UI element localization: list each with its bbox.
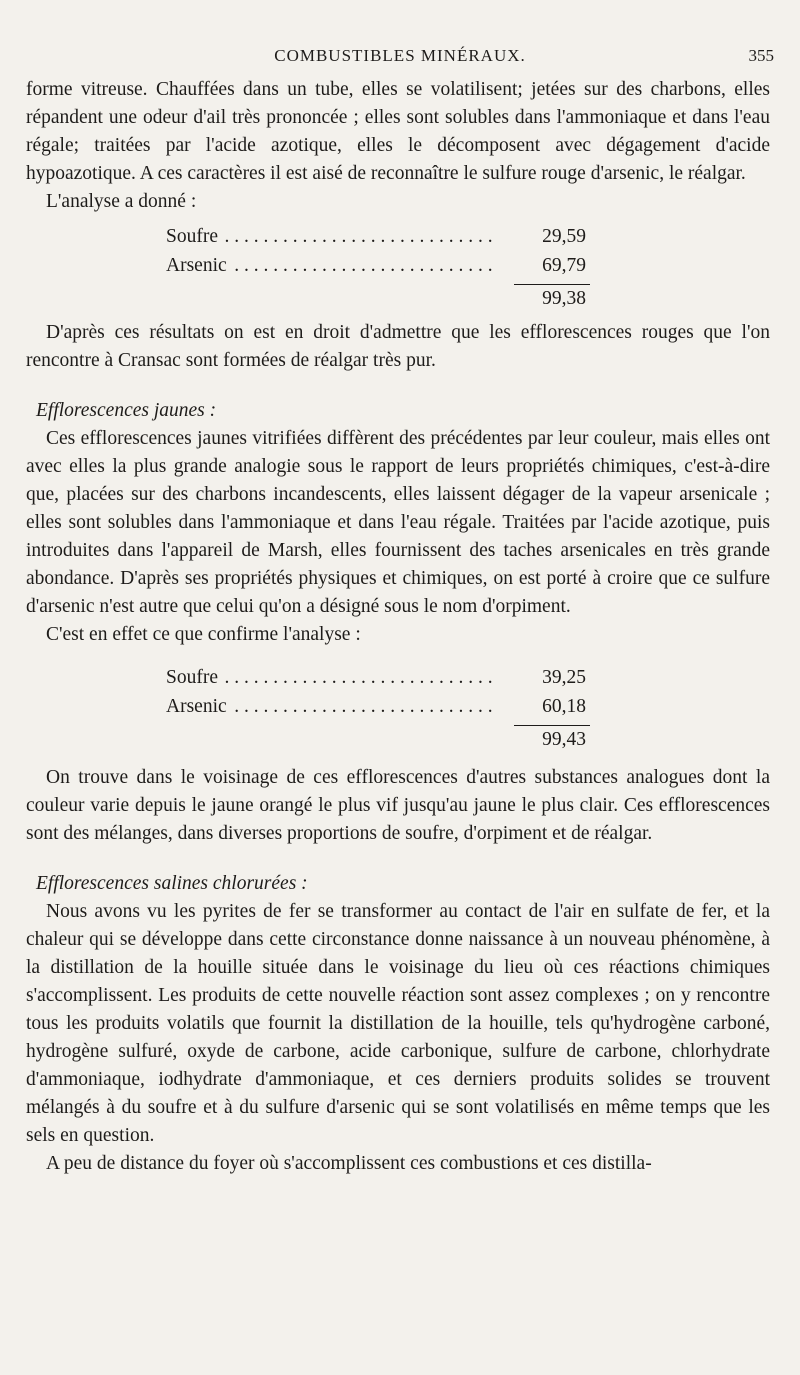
analysis-total <box>26 726 770 754</box>
analysis-label: Soufre <box>166 226 221 247</box>
analysis-row-soufre <box>26 222 770 251</box>
analysis-table-red <box>26 222 770 313</box>
page-header <box>26 46 774 72</box>
paragraph: L'analyse a donné : <box>46 191 197 212</box>
paragraph: A peu de distance du foyer où s'accomplissent ces combustions et ces distilla- <box>46 1153 652 1174</box>
analysis-total <box>26 285 770 313</box>
analysis-total-value: 99,43 <box>542 729 586 750</box>
page-number: 355 <box>748 46 774 65</box>
paragraph: Ces efflorescences jaunes vitrifiées diffèrent des précédentes par leur couleur, mais elles ont avec elles la plus grande analogie sous le rapport de leurs propriétés chimiques, c'est-à-dire que, placées sur des charbons incandescents, elles laissent dégager de la vapeur arsenicale ; elles sont solubles dans l'ammoniaque et dans l'eau régale. Traitées par l'acide azotique, puis introduites dans l'appareil de Marsh, elles fournissent des taches arsenicales en très grande abondance. D'après ses propriétés physiques et chimiques, on est porté à croire que ce sulfure d'arsenic n'est autre que celui qu'on a désigné sous le nom d'orpiment. <box>26 428 770 617</box>
analysis-row-arsenic <box>26 251 770 280</box>
analysis-table-yellow <box>26 663 770 754</box>
analysis-total-value: 99,38 <box>542 288 586 309</box>
page-body <box>26 76 770 1178</box>
analysis-row-soufre <box>26 663 770 692</box>
analysis-value: 29,59 <box>542 226 586 247</box>
paragraph: D'après ces résultats on est en droit d'admettre que les efflorescences rouges que l'on rencontre à Cransac sont formées de réalgar très pur. <box>26 322 770 371</box>
analysis-value: 60,18 <box>542 696 586 717</box>
analysis-value: 39,25 <box>542 667 586 688</box>
paragraph: C'est en effet ce que confirme l'analyse : <box>46 624 361 645</box>
section-heading-salines: Efflorescences salines chlorurées : <box>36 873 308 894</box>
analysis-value: 69,79 <box>542 255 586 276</box>
section-heading-jaunes: Efflorescences jaunes : <box>36 400 217 421</box>
paragraph: On trouve dans le voisinage de ces efflorescences d'autres substances analogues dont la couleur varie depuis le jaune orangé le plus vif jusqu'au jaune le plus clair. Ces efflorescences sont des mélanges, dans diverses proportions de soufre, d'orpiment et de réalgar. <box>26 767 770 844</box>
analysis-label: Soufre <box>166 667 221 688</box>
analysis-row-arsenic <box>26 692 770 721</box>
analysis-label: Arsenic <box>166 696 230 717</box>
paragraph: forme vitreuse. Chauffées dans un tube, elles se volatilisent; jetées sur des charbons, elles répandent une odeur d'ail très prononcée ; elles sont solubles dans l'ammoniaque et dans l'eau régale; traitées par l'acide azotique, elles le décomposent avec dégagement d'acide hypoazotique. A ces caractères il est aisé de reconnaître le sulfure rouge d'arsenic, le réalgar. <box>26 79 770 184</box>
running-title: COMBUSTIBLES MINÉRAUX. <box>274 46 526 65</box>
analysis-label: Arsenic <box>166 255 230 276</box>
paragraph: Nous avons vu les pyrites de fer se transformer au contact de l'air en sulfate de fer, et la chaleur qui se développe dans cette circonstance donne naissance à un nouveau phénomène, à la distillation de la houille située dans le voisinage du lieu où ces réactions chimiques s'accomplissent. Les produits de cette nouvelle réaction sont assez complexes ; on y rencontre tous les produits volatils que fournit la distillation de la houille, tels qu'hydrogène carboné, hydrogène sulfuré, oxyde de carbone, acide carbonique, sulfure de carbone, chlorhydrate d'ammoniaque, iodhydrate d'ammoniaque, et ces derniers produits solides se trouvent mélangés à du soufre et à du sulfure d'arsenic qui se sont volatilisés en même temps que les sels en question. <box>26 901 770 1146</box>
